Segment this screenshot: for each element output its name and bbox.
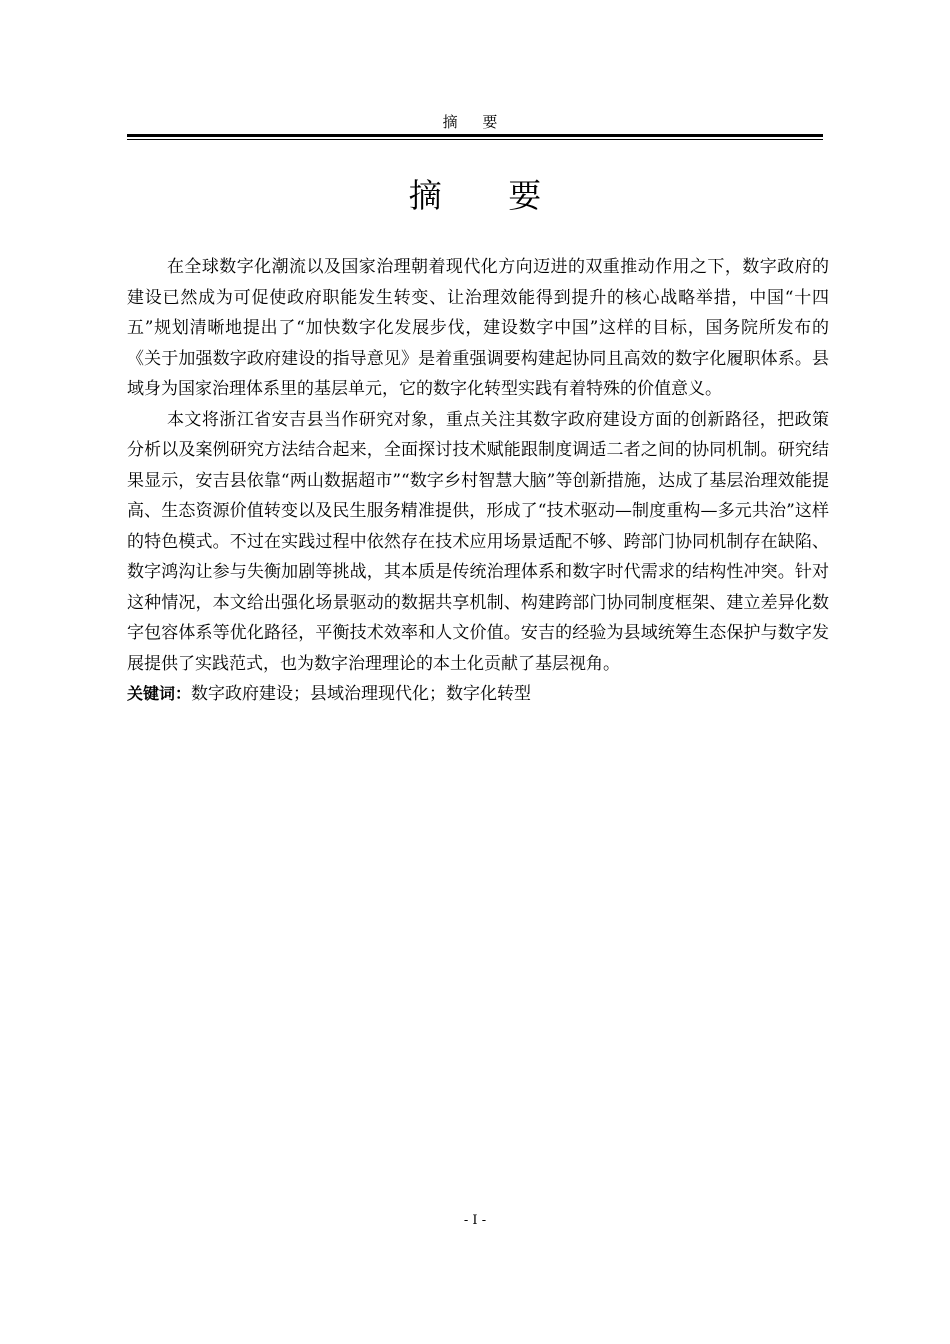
page-title: 摘 要 [408,176,570,215]
keywords-value: 数字政府建设；县域治理现代化；数字化转型 [191,684,532,704]
header-rule-thin [127,139,823,140]
abstract-paragraph-1: 在全球数字化潮流以及国家治理朝着现代化方向迈进的双重推动作用之下，数字政府的建设已然成为可促使政府职能发生转变、让治理效能得到提升的核心战略举措，中国“十四五”规划清晰地提出了“加快数字化发展步伐，建设数字中国”这样的目标，国务院所发布的《关于加强数字政府建设的指导意见》是着重强调要构建起协同且高效的数字化履职体系。县域身为国家治理体系里的基层单元，它的数字化转型实践有着特殊的价值意义。 [127,257,829,399]
running-header: 摘 要 [442,113,508,131]
header-rule [127,134,823,137]
abstract-paragraph-2: 本文将浙江省安吉县当作研究对象，重点关注其数字政府建设方面的创新路径，把政策分析以及案例研究方法结合起来，全面探讨技术赋能跟制度调适二者之间的协同机制。研究结果显示，安吉县依靠“两山数据超市”“数字乡村智慧大脑”等创新措施，达成了基层治理效能提高、生态资源价值转变以及民生服务精准提供，形成了“技术驱动—制度重构—多元共治”这样的特色模式。不过在实践过程中依然存在技术应用场景适配不够、跨部门协同机制存在缺陷、数字鸿沟让参与失衡加剧等挑战，其本质是传统治理体系和数字时代需求的结构性冲突。针对这种情况，本文给出强化场景驱动的数据共享机制、构建跨部门协同制度框架、建立差异化数字包容体系等优化路径，平衡技术效率和人文价值。安吉的经验为县域统筹生态保护与数字发展提供了实践范式，也为数字治理理论的本土化贡献了基层视角。 [127,409,829,674]
page-number: - I - [463,1213,487,1228]
keywords-line [127,679,829,710]
keywords-label: 关键词： [127,684,192,703]
abstract-body [127,252,829,710]
